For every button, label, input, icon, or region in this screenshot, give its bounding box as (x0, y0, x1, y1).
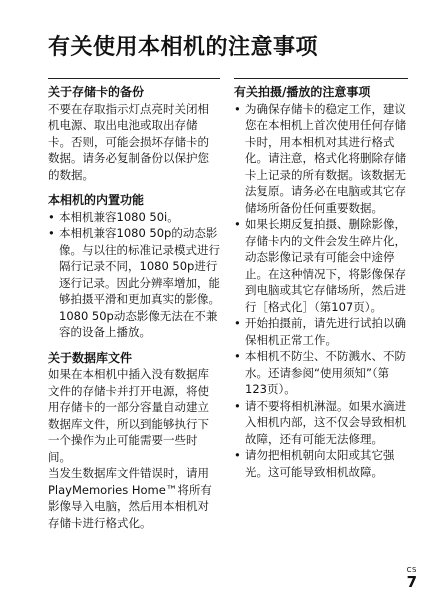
bullet-text: 本相机兼容1080 50p的动态影像。与以往的标准记录模式进行隔行记录不同，1080 50p进行逐行记录。因此分辨率增加，能够拍摄平滑和更加真实的影像。1080 50p动态影像无法在不兼容的设备上播放。 (59, 226, 220, 339)
bullet-icon: • (48, 226, 55, 240)
section-shooting-playback (234, 84, 408, 480)
language-code: CS (406, 566, 417, 574)
bullet-text: 开始拍摄前，请先进行试拍以确保相机正常工作。 (245, 316, 406, 347)
page-number: 7 (406, 573, 417, 591)
left-column (48, 84, 220, 540)
bullet-text: 请不要将相机淋湿。如果水滴进入相机内部，这不仅会导致相机故障，还有可能无法修理。 (245, 398, 406, 446)
bullet-icon: • (48, 209, 55, 224)
page-number-block (401, 566, 417, 590)
section-built-in-functions (48, 192, 220, 341)
bullet-icon: • (234, 448, 241, 462)
section-heading: 有关拍摄/播放的注意事项 (234, 85, 371, 99)
bullet-text: 为确保存储卡的稳定工作，建议您在本相机上首次使用任何存储卡时，用本相机对其进行格式化。请注意，格式化将删除存储卡上记录的所有数据。该数据无法复原。请务必在电脑或其它存储场所备份任何重要数据。 (245, 101, 406, 215)
section-heading: 本相机的内置功能 (48, 193, 145, 207)
bullet-item (234, 398, 408, 448)
bullet-item (234, 348, 408, 398)
section-body: 当发生数据库文件错误时，请用PlayMemories Home™将所有影像导入电脑，然后用本相机对存储卡进行格式化。 (48, 466, 212, 530)
bullet-text: 本相机不防尘、不防溅水、不防水。还请参阅“使用须知”（第123页）。 (245, 349, 406, 396)
bullet-icon: • (234, 101, 241, 116)
bullet-item (234, 315, 408, 348)
bullet-item (48, 209, 220, 226)
right-column (234, 84, 408, 489)
bullet-icon: • (234, 217, 241, 231)
section-body: 不要在存取指示灯点亮时关闭相机电源、取出电池或取出存储卡。否则，可能会损坏存储卡的数据。请务必复制备份以保护您的数据。 (48, 101, 209, 182)
bullet-text: 如果长期反复拍摄、删除影像，存储卡内的文件会发生碎片化，动态影像记录有可能会中途停止。在这种情况下，将影像保存到电脑或其它存储场所，然后进行［格式化］（第107页）。 (245, 217, 406, 314)
page-title: 有关使用本相机的注意事项 (48, 35, 319, 60)
section-heading: 关于数据库文件 (48, 350, 133, 365)
bullet-item (234, 101, 408, 217)
bullet-text: 请勿把相机朝向太阳或其它强光。这可能导致相机故障。 (245, 448, 395, 479)
section-body: 如果在本相机中插入没有数据库文件的存储卡并打开电源，将使用存储卡的一部分容量自动建立数据库文件，所以到能够执行下一个操作为止可能需要一些时间。 (48, 367, 209, 464)
section-database-file (48, 350, 220, 532)
bullet-item (234, 216, 408, 315)
left-divider (48, 78, 220, 79)
bullet-icon: • (234, 316, 241, 330)
section-memory-card-backup (48, 84, 220, 183)
bullet-text: 本相机兼容1080 50i。 (59, 209, 179, 224)
bullet-icon: • (234, 349, 241, 363)
bullet-item (48, 225, 220, 341)
bullet-item (234, 447, 408, 480)
bullet-icon: • (234, 398, 241, 413)
right-divider (234, 78, 408, 79)
section-heading: 关于存储卡的备份 (48, 85, 145, 99)
